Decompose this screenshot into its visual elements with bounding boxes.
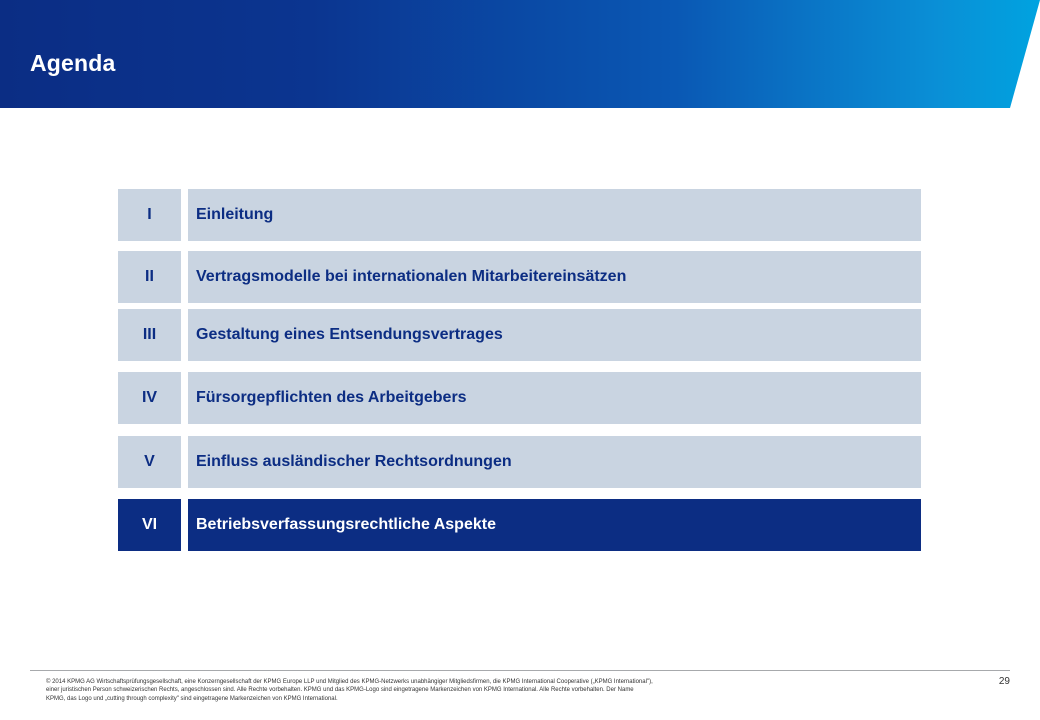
slide-title: Agenda bbox=[30, 50, 116, 76]
agenda-item-number: III bbox=[118, 309, 181, 361]
slide-header bbox=[0, 0, 1040, 108]
agenda-item-number: II bbox=[118, 251, 181, 303]
agenda-item-1 bbox=[118, 189, 921, 241]
legal-line: © 2014 KPMG AG Wirtschaftsprüfungsgesellschaft, eine Konzerngesellschaft der KPMG Europe LLP und Mitglied des KPMG-Netzwerks unabhängiger Mitgliedsfirmen, die KPMG International Cooperative („KPMG International"), bbox=[46, 679, 653, 685]
agenda-item-number: I bbox=[118, 189, 181, 241]
agenda-item-5 bbox=[118, 436, 921, 488]
agenda-item-4 bbox=[118, 372, 921, 424]
agenda-item-number: V bbox=[118, 436, 181, 488]
footer-divider bbox=[30, 670, 1010, 671]
legal-notice bbox=[46, 678, 876, 703]
agenda-item-label: Gestaltung eines Entsendungsvertrages bbox=[188, 309, 921, 361]
agenda-item-number: IV bbox=[118, 372, 181, 424]
legal-line: einer juristischen Person schweizerischen Rechts, angeschlossen sind. Alle Rechte vorbehalten. KPMG und das KPMG-Logo sind eingetragene Markenzeichen von KPMG International. Alle Rechte vorbehalten. Der Name bbox=[46, 687, 634, 694]
agenda-item-2 bbox=[118, 251, 921, 303]
agenda-item-label: Einfluss ausländischer Rechtsordnungen bbox=[188, 436, 921, 488]
legal-line: KPMG, das Logo und „cutting through complexity" sind eingetragene Markenzeichen von KPMG International. bbox=[46, 695, 338, 702]
agenda-item-3 bbox=[118, 309, 921, 361]
agenda-item-label: Fürsorgepflichten des Arbeitgebers bbox=[188, 372, 921, 424]
agenda-item-label: Vertragsmodelle bei internationalen Mitarbeitereinsätzen bbox=[188, 251, 921, 303]
header-gradient-band bbox=[0, 0, 1040, 108]
agenda-item-label: Einleitung bbox=[188, 189, 921, 241]
agenda-item-6-active bbox=[118, 499, 921, 551]
agenda-item-label: Betriebsverfassungsrechtliche Aspekte bbox=[188, 499, 921, 551]
agenda-item-number: VI bbox=[118, 499, 181, 551]
page-number: 29 bbox=[998, 676, 1010, 687]
